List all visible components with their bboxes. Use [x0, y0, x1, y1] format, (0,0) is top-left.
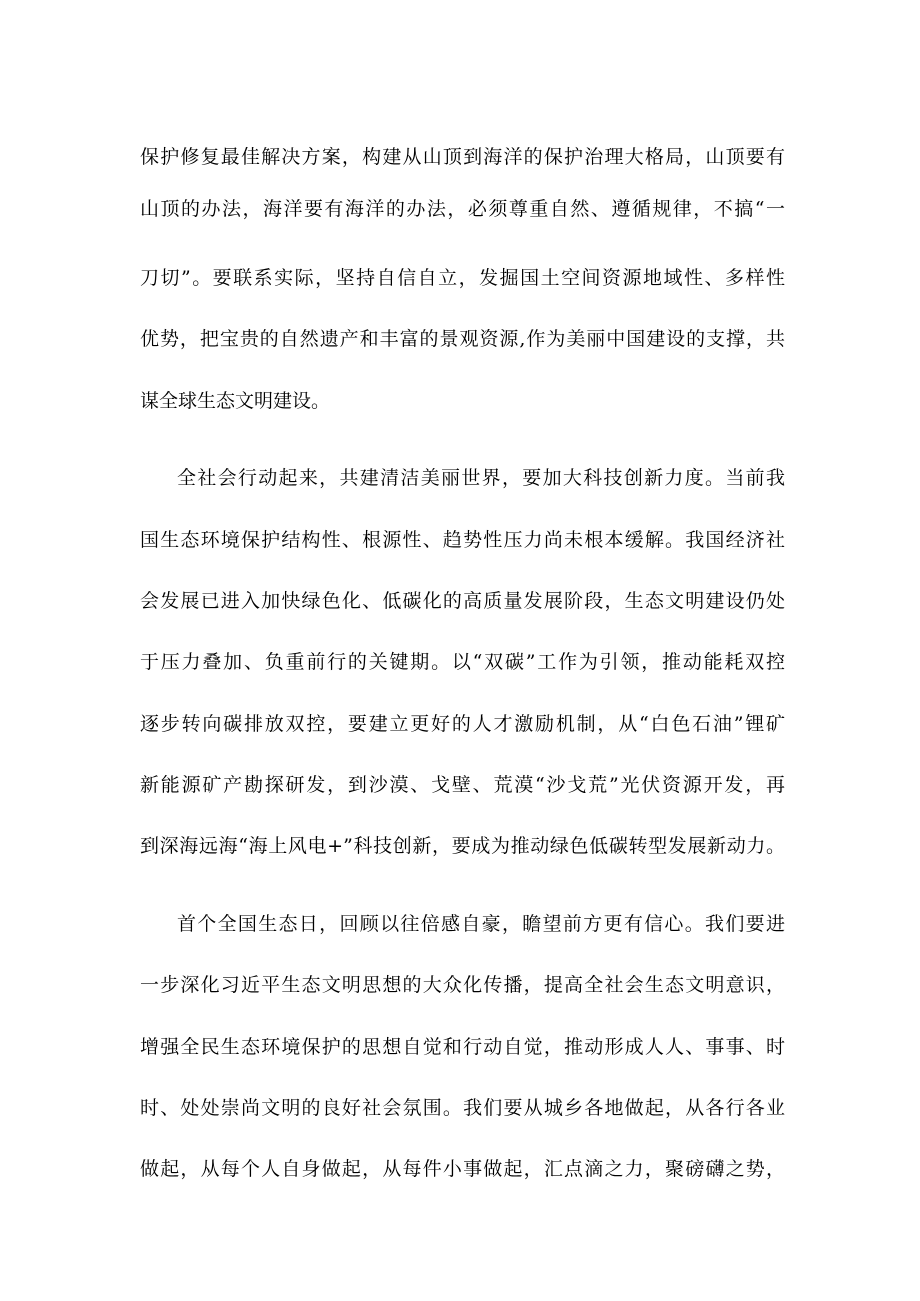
text-line: 谋全球生态文明建设。 — [140, 390, 331, 412]
text-line: 保护修复最佳解决方案，构建从山顶到海洋的保护治理大格局，山顶要有 — [140, 146, 785, 168]
text-line: 全社会行动起来，共建清洁美丽世界，要加大科技创新力度。当前我 — [177, 467, 785, 489]
text-line: 增强全民生态环境保护的思想自觉和行动自觉，推动形成人人、事事、时 — [140, 1036, 785, 1058]
text-line: 于压力叠加、负重前行的关键期。以“双碳”工作为引领，推动能耗双控 — [140, 651, 785, 673]
text-line: 新能源矿产勘探研发，到沙漠、戈壁、荒漠“沙戈荒”光伏资源开发，再 — [140, 774, 785, 796]
text-line: 刀切”。要联系实际，坚持自信自立，发掘国土空间资源地域性、多样性 — [140, 267, 785, 289]
text-line: 到深海远海“海上风电+”科技创新，要成为推动绿色低碳转型发展新动力。 — [140, 835, 785, 857]
text-line: 逐步转向碳排放双控，要建立更好的人才激励机制，从“白色石油”锂矿 — [140, 713, 785, 735]
text-line: 首个全国生态日，回顾以往倍感自豪，瞻望前方更有信心。我们要进 — [177, 913, 785, 935]
text-line: 优势，把宝贵的自然遗产和丰富的景观资源,作为美丽中国建设的支撑，共 — [140, 328, 785, 350]
text-line: 时、处处崇尚文明的良好社会氛围。我们要从城乡各地做起，从各行各业 — [140, 1097, 785, 1119]
text-line: 国生态环境保护结构性、根源性、趋势性压力尚未根本缓解。我国经济社 — [140, 529, 785, 551]
text-line: 会发展已进入加快绿色化、低碳化的高质量发展阶段，生态文明建设仍处 — [140, 590, 785, 612]
text-line: 一步深化习近平生态文明思想的大众化传播，提高全社会生态文明意识， — [140, 974, 785, 996]
text-line: 山顶的办法，海洋要有海洋的办法，必须尊重自然、遵循规律，不搞“一 — [140, 198, 785, 220]
text-line: 做起，从每个人自身做起，从每件小事做起，汇点滴之力，聚磅礴之势， — [140, 1158, 785, 1180]
